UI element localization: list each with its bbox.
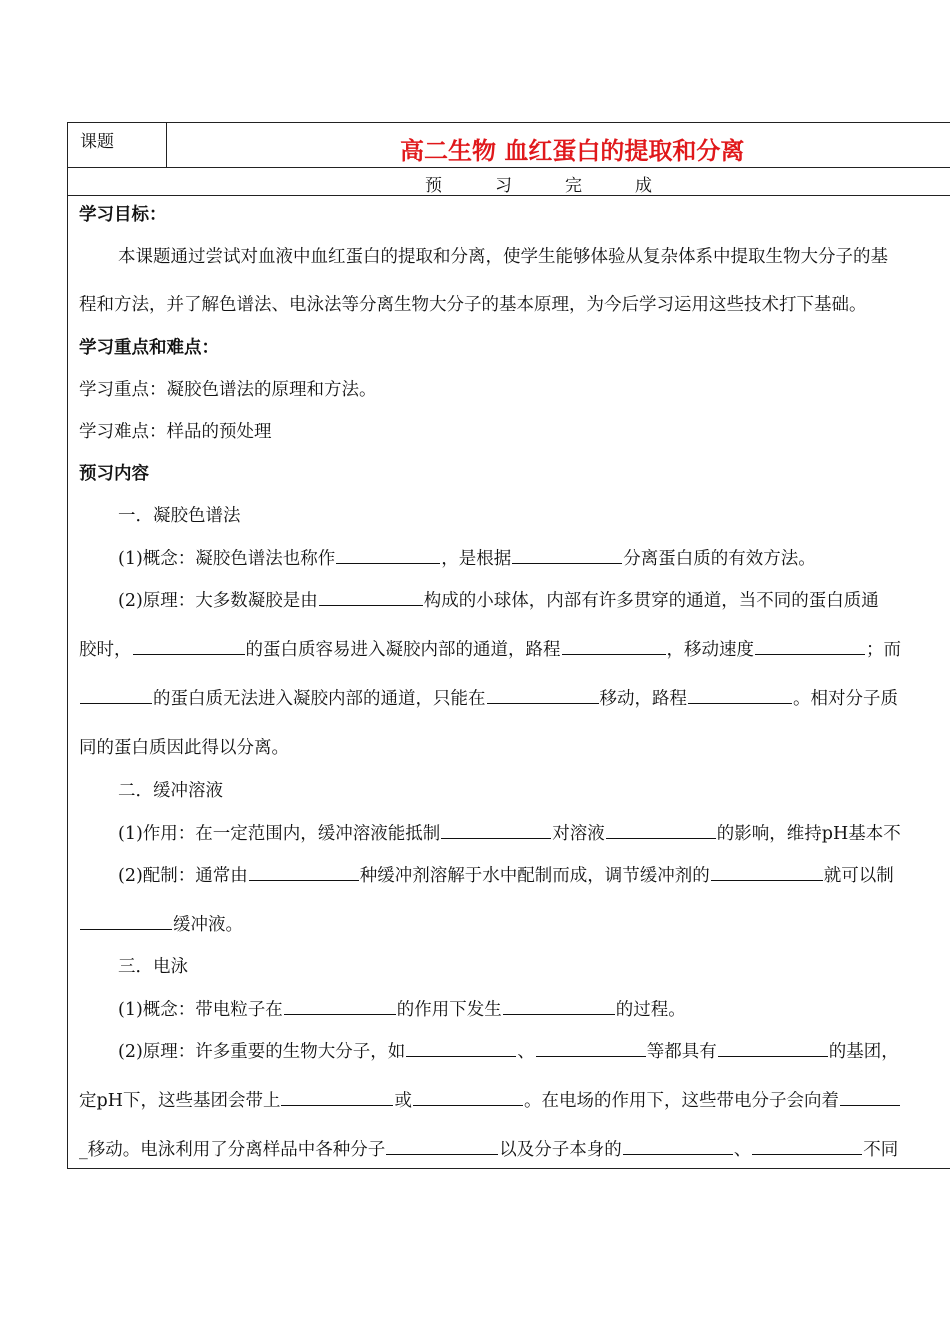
preview-heading: 预习内容 — [79, 464, 149, 484]
section1-title: 一．凝胶色谱法 — [118, 506, 241, 526]
section3-principle-line3: _移动。电泳利用了分离样品中各种分子 以及分子本身的 、 不同 — [79, 1140, 899, 1160]
fill-blank[interactable] — [512, 547, 622, 564]
fill-blank[interactable] — [711, 864, 823, 881]
goals-paragraph-line1: 本课题通过尝试对血液中血红蛋白的提取和分离，使学生能够体验从复杂体系中提取生物大分子的基 — [118, 247, 888, 267]
section2-function: (1)作用：在一定范围内，缓冲溶液能抵制 对溶液 的影响，维持pH基本不 — [118, 824, 901, 844]
section2-prep-line1: (2)配制：通常由 种缓冲剂溶解于水中配制而成，调节缓冲剂的 就可以制 — [118, 866, 894, 886]
fill-blank[interactable] — [336, 547, 440, 564]
fill-blank[interactable] — [441, 822, 551, 839]
section1-principle-line3: 的蛋白质无法进入凝胶内部的通道，只能在 移动，路程 。相对分子质 — [79, 687, 898, 710]
fill-blank[interactable] — [718, 1040, 828, 1057]
fill-blank[interactable] — [840, 1089, 900, 1106]
section2-title: 二．缓冲溶液 — [118, 781, 223, 801]
subheader-row — [68, 168, 950, 196]
title-cell — [167, 123, 950, 167]
fill-blank[interactable] — [80, 687, 152, 704]
key-heading: 学习重点和难点： — [79, 338, 219, 358]
document-title: 高二生物 血红蛋白的提取和分离 — [400, 136, 745, 165]
header-row — [68, 123, 950, 168]
fill-blank[interactable] — [413, 1089, 523, 1106]
section3-concept: (1)概念：带电粒子在 的作用下发生 的过程。 — [118, 1000, 686, 1020]
section1-principle-line1: (2)原理：大多数凝胶是由 构成的小球体，内部有许多贯穿的通道，当不同的蛋白质通 — [118, 591, 879, 611]
section1-principle-line2: 胶时， 的蛋白质容易进入凝胶内部的通道，路程 ，移动速度 ；而 — [79, 640, 901, 660]
fill-blank[interactable] — [755, 638, 865, 655]
section2-prep-line2: 缓冲液。 — [79, 913, 243, 936]
section3-principle-line2: 定pH下，这些基团会带上 或 。在电场的作用下，这些带电分子会向着 — [79, 1089, 901, 1112]
fill-blank[interactable] — [536, 1040, 646, 1057]
goals-paragraph-line2: 程和方法，并了解色谱法、电泳法等分离生物大分子的基本原理，为今后学习运用这些技术打下基础。 — [79, 295, 867, 315]
fill-blank[interactable] — [503, 998, 615, 1015]
fill-blank[interactable] — [80, 913, 172, 930]
fill-blank[interactable] — [386, 1138, 498, 1155]
fill-blank[interactable] — [623, 1138, 733, 1155]
fill-blank[interactable] — [319, 589, 423, 606]
fill-blank[interactable] — [606, 822, 716, 839]
section3-principle-line1: (2)原理：许多重要的生物大分子，如 、 等都具有 的基团， — [118, 1042, 899, 1062]
fill-blank[interactable] — [133, 638, 245, 655]
fill-blank[interactable] — [281, 1089, 393, 1106]
fill-blank[interactable] — [487, 687, 599, 704]
fill-blank[interactable] — [688, 687, 792, 704]
fill-blank[interactable] — [406, 1040, 516, 1057]
fill-blank[interactable] — [752, 1138, 862, 1155]
topic-label: 课题 — [68, 123, 167, 167]
preview-complete-label: 预 习 完 成 — [425, 176, 652, 196]
goals-heading: 学习目标： — [79, 205, 167, 225]
fill-blank[interactable] — [284, 998, 396, 1015]
key-point: 学习重点：凝胶色谱法的原理和方法。 — [79, 380, 377, 400]
section1-concept: (1)概念：凝胶色谱法也称作 ，是根据 分离蛋白质的有效方法。 — [118, 549, 816, 569]
section3-title: 三．电泳 — [118, 957, 188, 977]
section1-principle-line4: 同的蛋白质因此得以分离。 — [79, 738, 289, 758]
fill-blank[interactable] — [562, 638, 666, 655]
difficult-point: 学习难点：样品的预处理 — [79, 422, 272, 442]
fill-blank[interactable] — [249, 864, 359, 881]
